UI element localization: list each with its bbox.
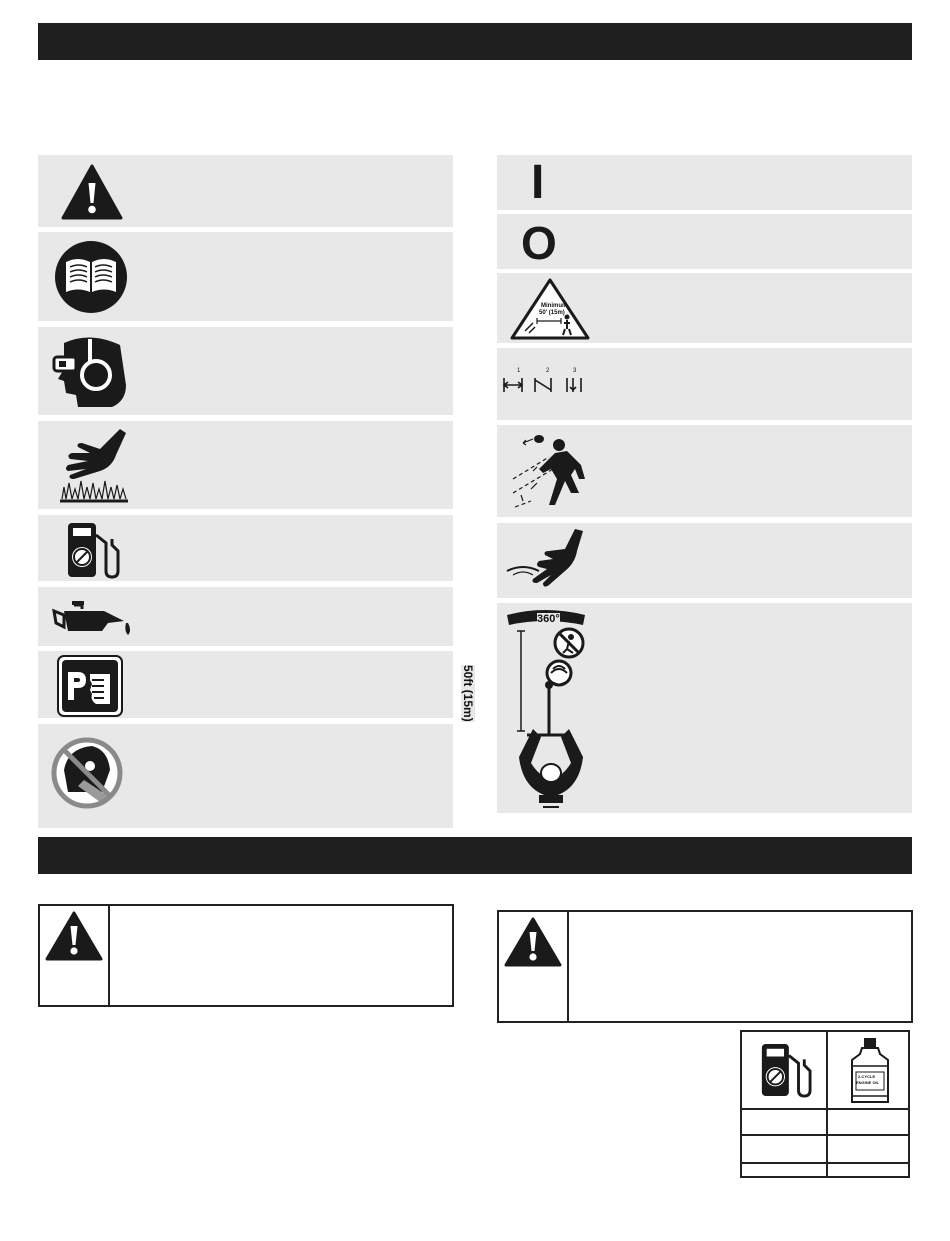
operating-zone-icon <box>505 607 591 811</box>
warning-triangle-icon <box>44 910 104 962</box>
fuel-mix-table <box>740 1030 910 1178</box>
no-smoking-fuel-pump-icon <box>758 1042 812 1098</box>
oil-can-icon <box>52 597 132 641</box>
choke-positions-icon <box>501 372 587 396</box>
symbol-row-rotating-blade <box>497 523 912 598</box>
distance-sign-label-2: 50' (15m) <box>539 310 565 316</box>
keep-distance-icon <box>509 277 591 341</box>
symbol-row-eye-ear-protection <box>38 327 453 415</box>
rotating-blade-hand-icon <box>505 527 591 593</box>
symbol-row-on <box>497 155 912 210</box>
on-switch-icon: I <box>531 156 545 209</box>
distance-sign-label-1: Minimum <box>541 303 568 309</box>
choke-position-3: 3 <box>573 368 577 374</box>
warning-icon-cell <box>499 912 569 1021</box>
table-divider <box>742 1162 908 1164</box>
oil-bottle-icon <box>848 1036 892 1106</box>
symbol-row-read-manual <box>38 232 453 321</box>
symbol-row-keep-distance <box>497 273 912 343</box>
bottle-label-2: ENGINE OIL <box>856 1080 880 1085</box>
off-switch-icon: O <box>521 217 557 269</box>
thrown-objects-icon <box>509 431 593 513</box>
symbol-row-off <box>497 214 912 269</box>
bottle-label-1: 2-CYCLE <box>858 1074 876 1079</box>
zone-distance-label: 50ft (15m) <box>461 665 475 722</box>
section-bar <box>38 837 912 874</box>
symbol-row-warning <box>38 155 453 227</box>
symbol-row-fuel <box>38 515 453 581</box>
choke-position-2: 2 <box>546 368 550 374</box>
no-spark-icon <box>50 736 124 810</box>
symbol-row-operating-zone <box>461 603 912 813</box>
symbol-row-thrown-objects <box>497 425 912 517</box>
no-smoking-fuel-pump-icon <box>64 521 120 579</box>
symbol-row-no-spark <box>38 724 453 828</box>
symbol-row-primer <box>38 651 453 718</box>
table-divider <box>742 1108 908 1110</box>
table-divider <box>742 1134 908 1136</box>
symbol-row-choke <box>497 348 912 420</box>
symbol-row-hot-surface <box>38 421 453 509</box>
warning-box-right <box>497 910 913 1023</box>
choke-position-1: 1 <box>517 368 521 374</box>
warning-triangle-icon <box>60 163 124 221</box>
primer-bulb-icon <box>56 654 124 718</box>
symbol-row-oil <box>38 587 453 646</box>
zone-angle-label: 360° <box>537 613 560 625</box>
warning-box-left <box>38 904 454 1007</box>
read-manual-icon <box>54 240 128 314</box>
hot-surface-hand-icon <box>56 427 132 505</box>
table-divider <box>826 1032 828 1176</box>
warning-triangle-icon <box>503 916 563 968</box>
header-bar <box>38 23 912 60</box>
warning-icon-cell <box>40 906 110 1005</box>
eye-ear-protection-icon <box>50 335 130 409</box>
